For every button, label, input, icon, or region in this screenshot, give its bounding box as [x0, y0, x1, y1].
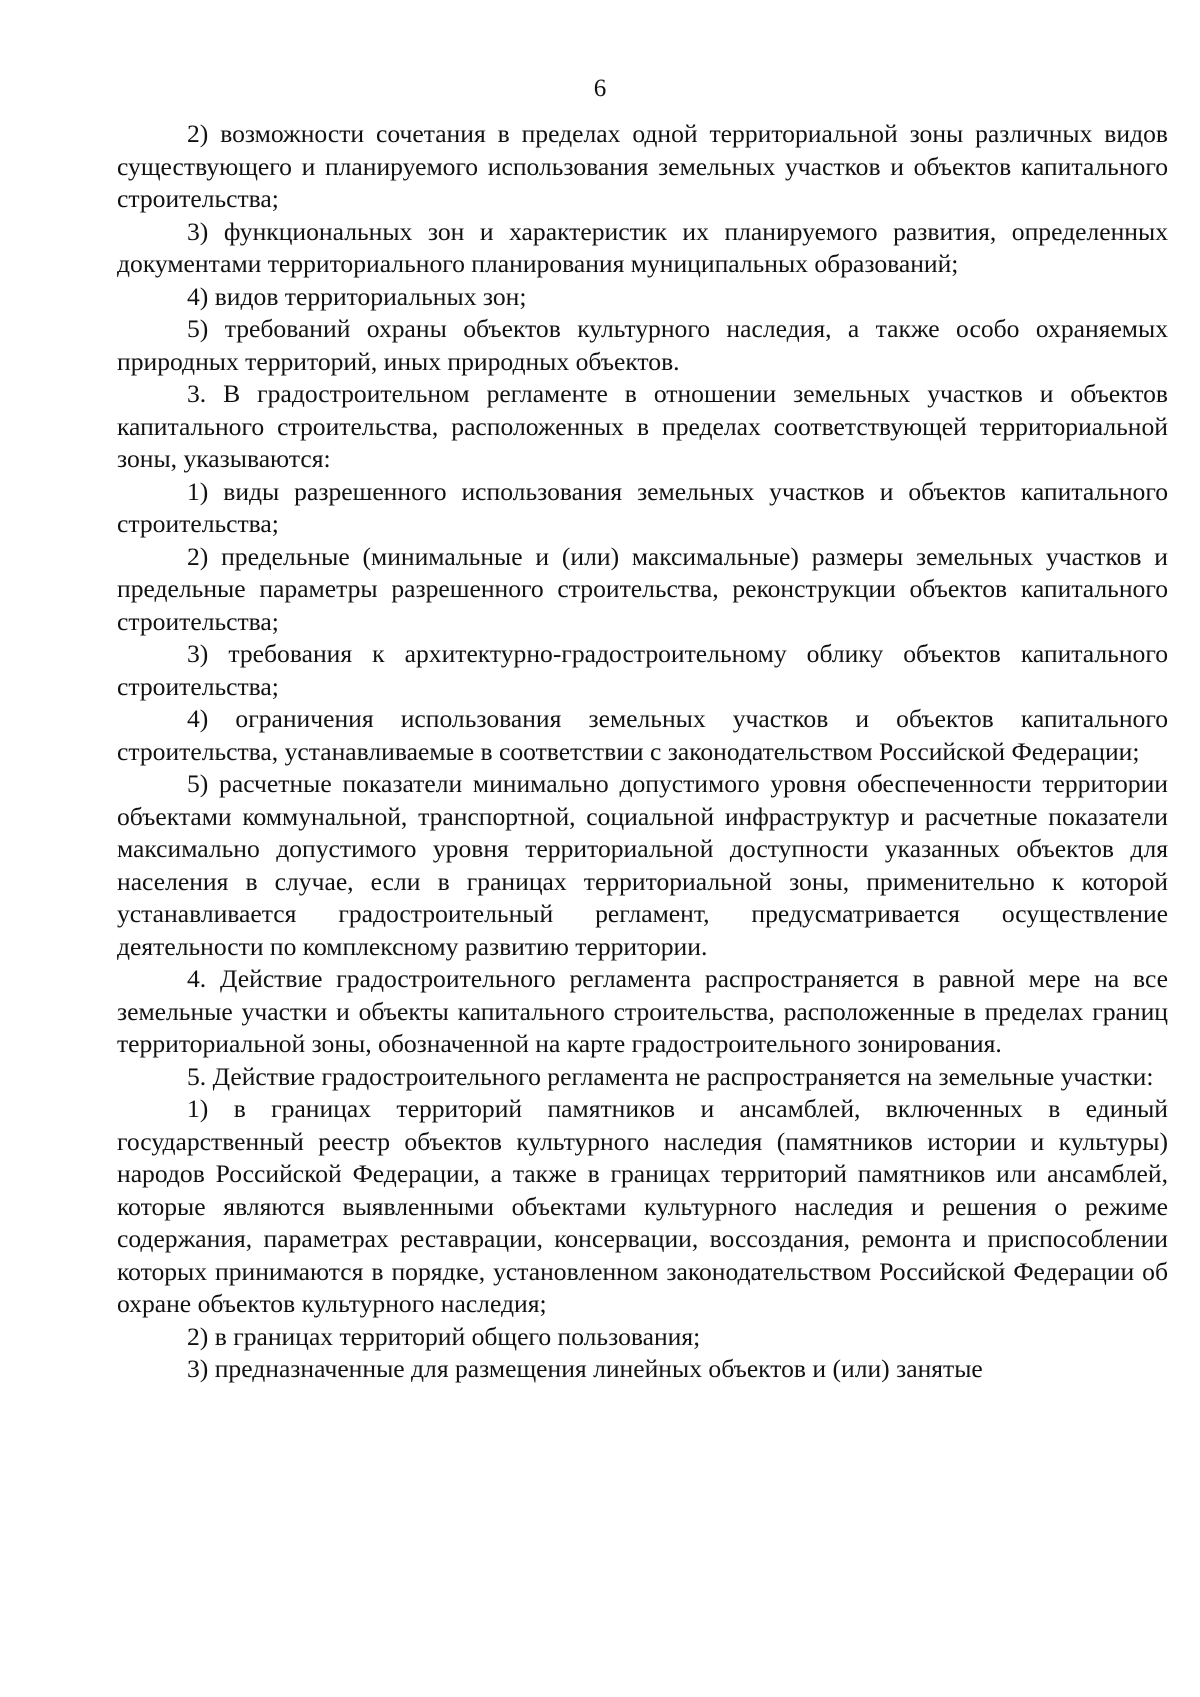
paragraph: 2) в границах территорий общего пользования;	[187, 1321, 701, 1351]
paragraph: 3) функциональных зон и характеристик их планируемого развития, определенных документами территориального планирования муниципальных образований;	[117, 216, 1168, 278]
paragraph: 3) требования к архитектурно-градостроительному облику объектов капитального строительства;	[117, 639, 1168, 701]
document-body	[117, 118, 1168, 1386]
paragraph: 4) ограничения использования земельных участков и объектов капитального строительства, устанавливаемые в соответствии с законодательством Российской Федерации;	[117, 704, 1168, 766]
paragraph: 4. Действие градостроительного регламента распространяется в равной мере на все земельные участки и объекты капитального строительства, расположенные в пределах границ территориальной зоны, обозначенной на карте градостроительного зонирования.	[117, 964, 1168, 1058]
paragraph: 3) предназначенные для размещения линейных объектов и (или) занятые	[187, 1354, 983, 1383]
paragraph: 5) расчетные показатели минимально допустимого уровня обеспеченности территории объектами коммунальной, транспортной, социальной инфраструктур и расчетные показатели максимально допустимого уровня территориальной доступности указанных объектов для населения в случае, если в границах территориальной зоны, применительно к которой устанавливается градостроительный регламент, предусматривается осуществление деятельности по комплексному развитию территории.	[117, 769, 1168, 961]
page-number: 6	[593, 75, 607, 102]
paragraph: 4) видов территориальных зон;	[187, 281, 527, 311]
paragraph: 2) предельные (минимальные и (или) максимальные) размеры земельных участков и предельные параметры разрешенного строительства, реконструкции объектов капитального строительства;	[117, 541, 1168, 636]
paragraph: 3. В градостроительном регламенте в отношении земельных участков и объектов капитального строительства, расположенных в пределах соответствующей территориальной зоны, указываются:	[117, 379, 1168, 473]
paragraph: 5. Действие градостроительного регламента не распространяется на земельные участки:	[187, 1061, 1154, 1091]
paragraph: 1) в границах территорий памятников и ансамблей, включенных в единый государственный реестр объектов культурного наследия (памятников истории и культуры) народов Российской Федерации, а также в границах территорий памятников или ансамблей, которые являются выявленными объектами культурного наследия и решения о режиме содержания, параметрах реставрации, консервации, воссоздания, ремонта и приспособлении которых принимаются в порядке, установленном законодательством Российской Федерации об охране объектов культурного наследия;	[117, 1094, 1168, 1318]
paragraph: 2) возможности сочетания в пределах одной территориальной зоны различных видов существующего и планируемого использования земельных участков и объектов капитального строительства;	[117, 119, 1168, 213]
paragraph: 5) требований охраны объектов культурного наследия, а также особо охраняемых природных территорий, иных природных объектов.	[117, 314, 1168, 376]
paragraph: 1) виды разрешенного использования земельных участков и объектов капитального строительства;	[117, 476, 1168, 538]
